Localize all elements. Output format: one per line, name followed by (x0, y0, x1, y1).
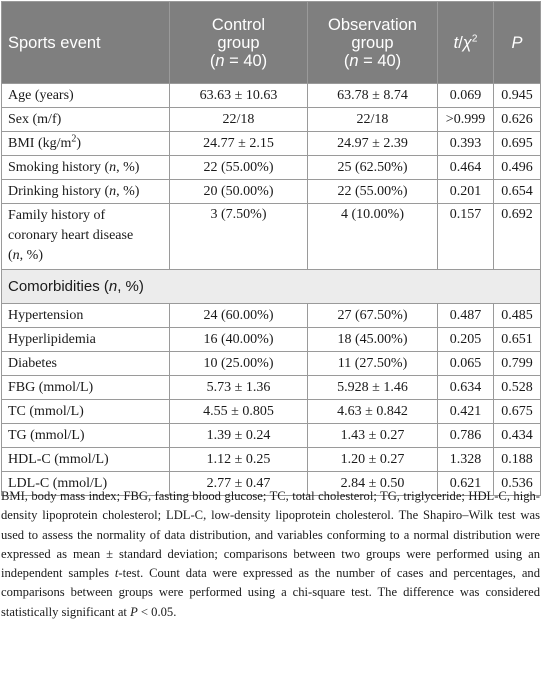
p-value: 0.536 (494, 472, 541, 496)
table-row (2, 352, 541, 376)
header-sports-event: Sports event (2, 2, 170, 84)
p-value: 0.945 (494, 84, 541, 108)
control-value: 2.77 ± 0.47 (170, 472, 308, 496)
table-row (2, 84, 541, 108)
statistic-value: 1.328 (438, 448, 494, 472)
row-label: Hyperlipidemia (2, 328, 170, 352)
row-label: Hypertension (2, 304, 170, 328)
control-value: 1.39 ± 0.24 (170, 424, 308, 448)
table-footnote (1, 487, 540, 622)
control-value: 24.77 ± 2.15 (170, 132, 308, 156)
statistic-value: 0.464 (438, 156, 494, 180)
control-value: 20 (50.00%) (170, 180, 308, 204)
statistic-value: 0.157 (438, 204, 494, 270)
row-label: Drinking history (n, %) (2, 180, 170, 204)
p-value: 0.188 (494, 448, 541, 472)
observation-value: 63.78 ± 8.74 (308, 84, 438, 108)
table-row (2, 204, 541, 270)
observation-value: 25 (62.50%) (308, 156, 438, 180)
header-test-statistic: $t/\chi^2$ (438, 2, 494, 84)
statistic-value: 0.634 (438, 376, 494, 400)
statistic-value: 0.421 (438, 400, 494, 424)
control-value: 1.12 ± 0.25 (170, 448, 308, 472)
row-label: BMI $(kg/m^2)$ (2, 132, 170, 156)
p-value: 0.485 (494, 304, 541, 328)
statistic-value: 0.786 (438, 424, 494, 448)
observation-value: 4.63 ± 0.842 (308, 400, 438, 424)
control-value: 22 (55.00%) (170, 156, 308, 180)
table-row (2, 424, 541, 448)
observation-value: 22 (55.00%) (308, 180, 438, 204)
row-label: FBG (mmol/L) (2, 376, 170, 400)
p-value: 0.651 (494, 328, 541, 352)
p-value: 0.675 (494, 400, 541, 424)
p-value: 0.496 (494, 156, 541, 180)
footnote-text: BMI, body mass index; FBG, fasting blood glucose; TC, total cholesterol; TG, triglyceride; HDL-C, high-density lipoprotein cholesterol; LDL-C, low-density lipoprotein cholesterol. The Shapiro–Wilk test was used to assess the normality of data distribution, and variables conforming to a normal distribution were expressed as mean ± standard deviation; comparisons between two groups were performed using an independent samples t-test. Count data were expressed as the number of cases and percentages, and comparisons between groups were performed using a chi-square test. The difference was considered statistically significant at P < 0.05. (1, 489, 541, 619)
table-row (2, 400, 541, 424)
table-row (2, 376, 541, 400)
row-label: Smoking history (n, %) (2, 156, 170, 180)
table-row (2, 304, 541, 328)
row-label: Sex (m/f) (2, 108, 170, 132)
table-row (2, 448, 541, 472)
observation-value: 11 (27.50%) (308, 352, 438, 376)
observation-value: 2.84 ± 0.50 (308, 472, 438, 496)
statistic-value: 0.487 (438, 304, 494, 328)
table-row (2, 156, 541, 180)
table-row (2, 132, 541, 156)
observation-value: 24.97 ± 2.39 (308, 132, 438, 156)
observation-value: 1.43 ± 0.27 (308, 424, 438, 448)
observation-value: 5.928 ± 1.46 (308, 376, 438, 400)
section-header-comorbidities (2, 270, 541, 304)
statistic-value: >0.999 (438, 108, 494, 132)
control-value: 3 (7.50%) (170, 204, 308, 270)
row-label: Family history of coronary heart disease (n, %) (2, 204, 170, 270)
baseline-characteristics-table (1, 1, 541, 496)
control-value: 4.55 ± 0.805 (170, 400, 308, 424)
control-value: 24 (60.00%) (170, 304, 308, 328)
statistic-value: 0.069 (438, 84, 494, 108)
p-value: 0.654 (494, 180, 541, 204)
row-label: LDL-C (mmol/L) (2, 472, 170, 496)
observation-value: 1.20 ± 0.27 (308, 448, 438, 472)
p-value: 0.434 (494, 424, 541, 448)
observation-value: 4 (10.00%) (308, 204, 438, 270)
row-label: Diabetes (2, 352, 170, 376)
table-row (2, 328, 541, 352)
statistic-value: 0.201 (438, 180, 494, 204)
p-value: 0.695 (494, 132, 541, 156)
statistic-value: 0.065 (438, 352, 494, 376)
row-label: Age (years) (2, 84, 170, 108)
statistic-value: 0.393 (438, 132, 494, 156)
p-value: 0.692 (494, 204, 541, 270)
control-value: 63.63 ± 10.63 (170, 84, 308, 108)
observation-value: 18 (45.00%) (308, 328, 438, 352)
statistic-value: 0.205 (438, 328, 494, 352)
row-label: HDL-C (mmol/L) (2, 448, 170, 472)
header-control-group: Control group (n = 40) (170, 2, 308, 84)
observation-value: 27 (67.50%) (308, 304, 438, 328)
control-value: 22/18 (170, 108, 308, 132)
header-observation-group: Observation group (n = 40) (308, 2, 438, 84)
table-row (2, 180, 541, 204)
control-value: 16 (40.00%) (170, 328, 308, 352)
p-value: 0.799 (494, 352, 541, 376)
header-row (2, 2, 541, 84)
control-value: 10 (25.00%) (170, 352, 308, 376)
p-value: 0.626 (494, 108, 541, 132)
table-row (2, 108, 541, 132)
section-label: Comorbidities (n, %) (2, 270, 541, 304)
observation-value: 22/18 (308, 108, 438, 132)
row-label: TC (mmol/L) (2, 400, 170, 424)
row-label: TG (mmol/L) (2, 424, 170, 448)
header-p-value: P (494, 2, 541, 84)
statistic-value: 0.621 (438, 472, 494, 496)
control-value: 5.73 ± 1.36 (170, 376, 308, 400)
p-value: 0.528 (494, 376, 541, 400)
